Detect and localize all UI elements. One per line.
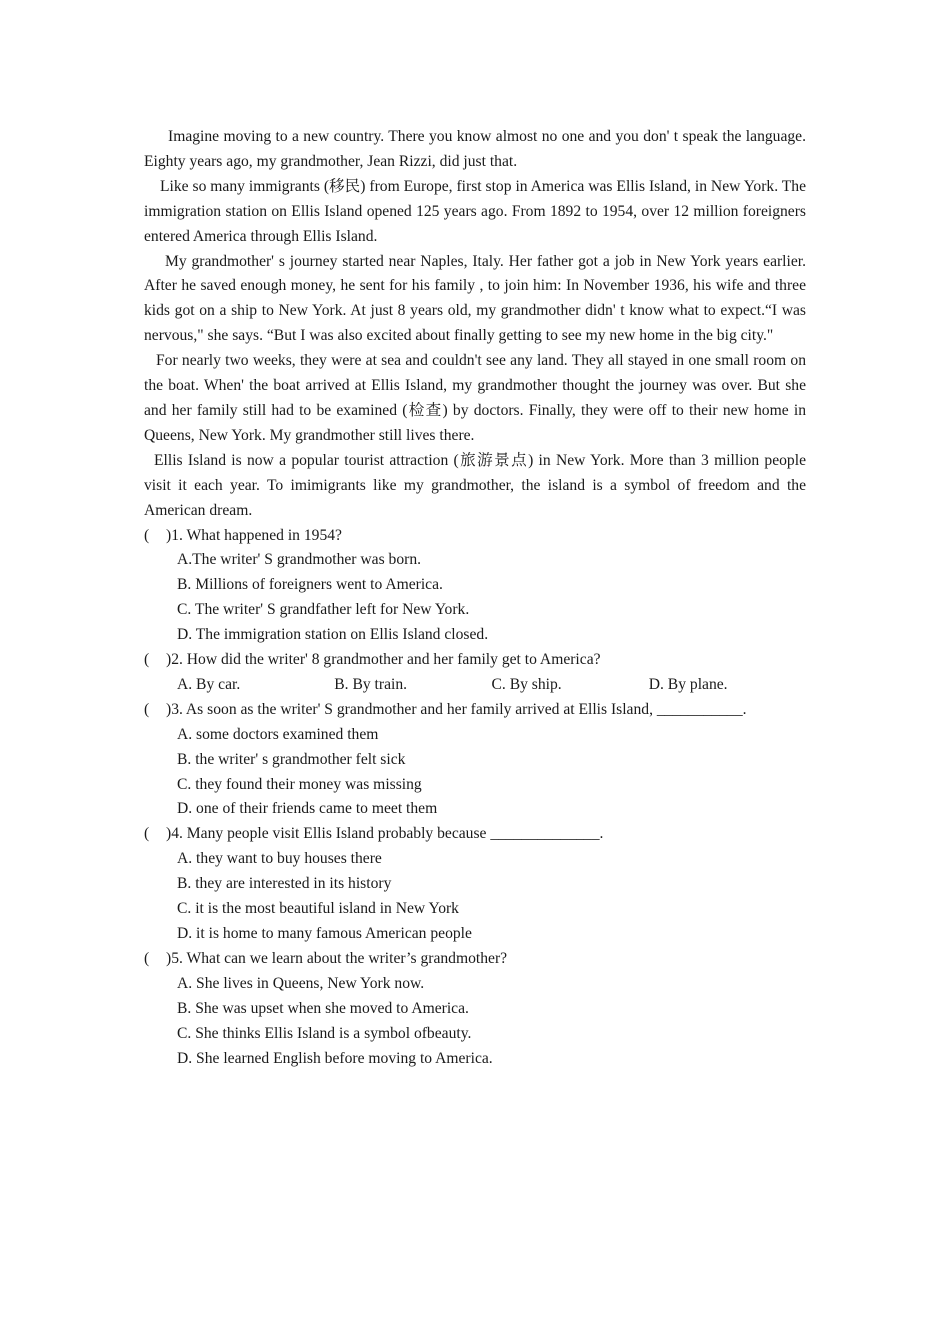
answer-blank[interactable]: ( [144, 651, 150, 669]
option-c: C. By ship. [491, 675, 562, 693]
question-stem [144, 822, 806, 847]
option-d: D. The immigration station on Ellis Island closed. [177, 626, 489, 644]
option-a: A.The writer' S grandmother was born. [177, 551, 422, 569]
answer-blank[interactable]: ( [144, 526, 150, 544]
reading-passage-document [144, 125, 806, 1071]
question-stem [144, 648, 806, 673]
option-a: A. By car. [177, 675, 241, 693]
option-b: B. they are interested in its history [177, 875, 392, 893]
question-text: )4. Many people visit Ellis Island probably because ______________. [166, 825, 604, 843]
passage-paragraph-1: Imagine moving to a new country. There you know almost no one and you don' t speak the language. Eighty years ago, my grandmother, Jean Rizzi, did just that. [144, 128, 806, 170]
question-text: )5. What can we learn about the writer’s grandmother? [166, 949, 508, 967]
option-b: B. She was upset when she moved to America. [177, 999, 469, 1017]
option-a: A. they want to buy houses there [177, 850, 382, 868]
question-text: )1. What happened in 1954? [166, 526, 342, 544]
passage-paragraph-2: Like so many immigrants (移民) from Europe, first stop in America was Ellis Island, in New York. The immigration station on Ellis Island opened 125 years ago. From 1892 to 1954, over 12 million foreigners entered America through Ellis Island. [144, 177, 806, 245]
answer-blank[interactable]: ( [144, 949, 150, 967]
question-1 [144, 524, 806, 649]
answer-blank[interactable]: ( [144, 825, 150, 843]
passage-paragraph-5: Ellis Island is now a popular tourist attraction (旅游景点) in New York. More than 3 million people visit it each year. To imimigrants like my grandmother, the island is a symbol of freedom and the American dream. [144, 451, 806, 519]
option-a: A. She lives in Queens, New York now. [177, 974, 425, 992]
option-b: B. the writer' s grandmother felt sick [177, 750, 406, 768]
option-b: B. Millions of foreigners went to America. [177, 576, 443, 594]
options-row [144, 673, 806, 698]
question-3 [144, 698, 806, 823]
option-a: A. some doctors examined them [177, 725, 379, 743]
question-text: )3. As soon as the writer' S grandmother and her family arrived at Ellis Island, ___________. [166, 700, 747, 718]
option-d: D. one of their friends came to meet them [177, 800, 438, 818]
option-b: B. By train. [334, 675, 408, 693]
question-stem [144, 947, 806, 972]
option-c: C. they found their money was missing [177, 775, 422, 793]
question-text: )2. How did the writer' 8 grandmother and her family get to America? [166, 651, 601, 669]
question-5 [144, 947, 806, 1072]
question-2 [144, 648, 806, 698]
option-d: D. it is home to many famous American people [177, 925, 472, 942]
passage-paragraph-4: For nearly two weeks, they were at sea and couldn't see any land. They all stayed in one small room on the boat. When' the boat arrived at Ellis Island, my grandmother thought the journey was over. But she and her family still had to be examined (检查) by doctors. Finally, they were off to their new home in Queens, New York. My grandmother still lives there. [144, 352, 806, 444]
option-d: D. She learned English before moving to America. [177, 1049, 493, 1067]
question-stem [144, 698, 806, 723]
option-c: C. it is the most beautiful island in New York [177, 900, 459, 918]
passage-paragraph-3: My grandmother' s journey started near Naples, Italy. Her father got a job in New York years earlier. After he saved enough money, he sent for his family , to join him: In November 1936, his wife and three kids got on a ship to New York. At just 8 years old, my grandmother didn' t know what to expect.“I was nervous," she says. “But I was also excited about finally getting to see my new home in the big city." [144, 252, 806, 345]
option-c: C. She thinks Ellis Island is a symbol ofbeauty. [177, 1024, 472, 1042]
answer-blank[interactable]: ( [144, 700, 150, 718]
option-c: C. The writer' S grandfather left for New York. [177, 601, 470, 619]
question-stem [144, 524, 806, 549]
option-d: D. By plane. [648, 675, 728, 693]
question-4 [144, 822, 806, 947]
